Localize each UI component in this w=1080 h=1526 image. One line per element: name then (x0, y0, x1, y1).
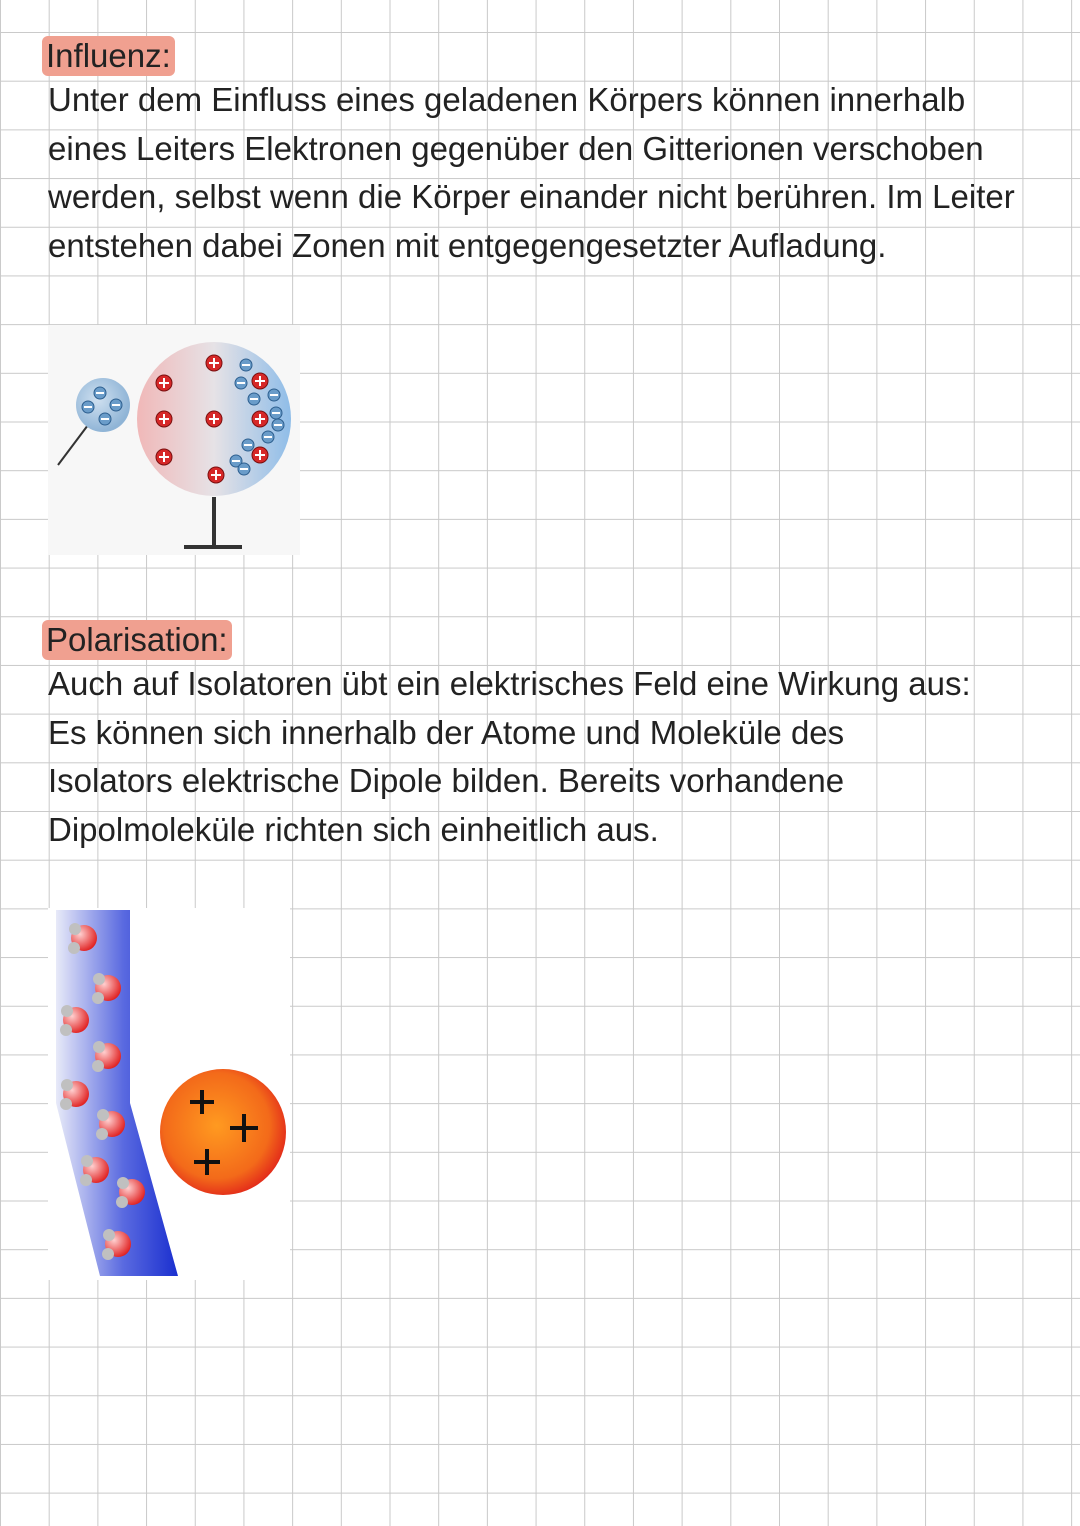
polarisation-section (48, 620, 1048, 855)
polarization-diagram-icon (48, 908, 290, 1280)
influenz-section (48, 36, 1048, 271)
polarisation-text-2: Es können sich innerhalb der Atome und Moleküle des Isolators elektrische Dipole bilden. Bereits vorhandene Dipolmoleküle richten sich einheitlich aus. (48, 713, 845, 849)
influence-diagram-icon (48, 325, 300, 555)
influenz-heading: Influenz: (42, 36, 175, 76)
polarisation-text-1: Auch auf Isolatoren übt ein elektrisches Feld eine Wirkung aus: (48, 665, 971, 702)
influenz-text: Unter dem Einfluss eines geladenen Körpers können innerhalb eines Leiters Elektronen gegenüber den Gitterionen verschoben werden, selbst wenn die Körper einander nicht berühren. Im Leiter entstehen dabei Zonen mit entgegengesetzter Aufladung. (48, 81, 1015, 265)
polarisation-heading: Polarisation: (42, 620, 232, 660)
